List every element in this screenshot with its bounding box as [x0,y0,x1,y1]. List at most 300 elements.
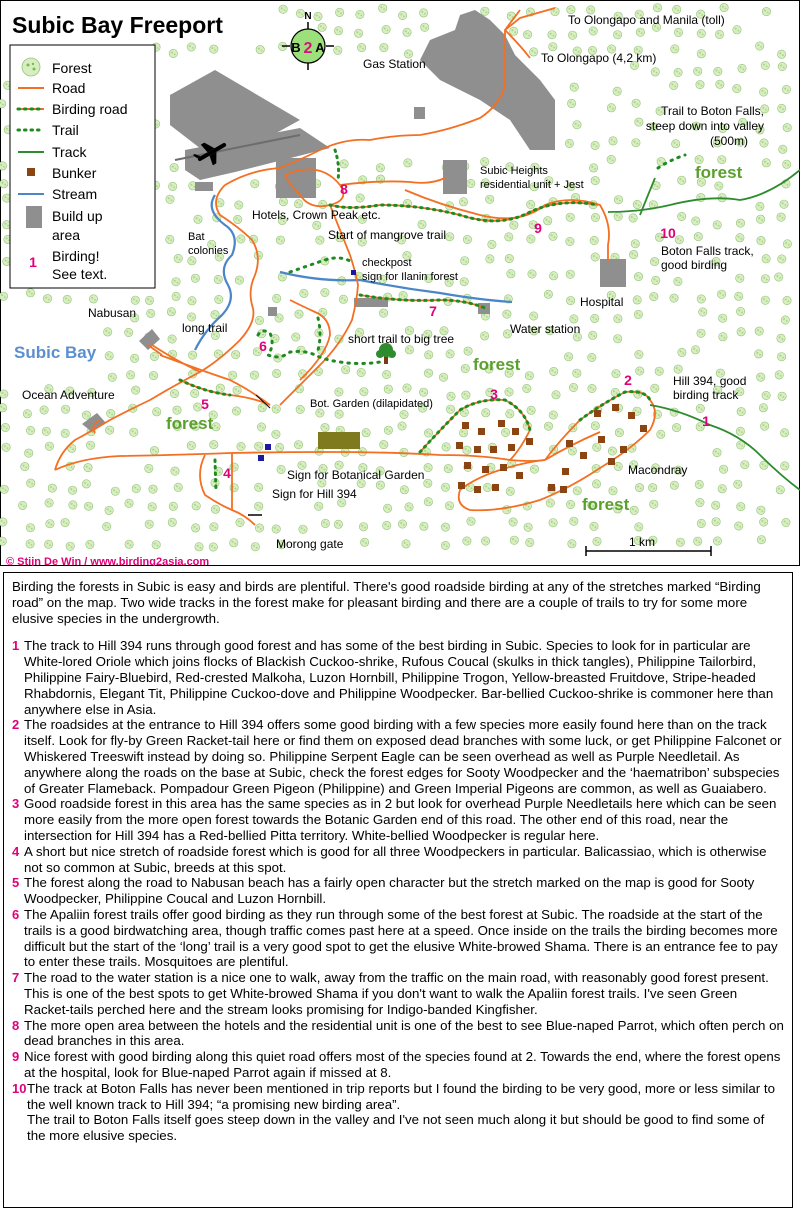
forest-tree-icon [613,31,621,39]
forest-tree-icon [568,447,576,455]
forest-tree-icon [169,502,177,510]
label-subic-heights: Subic Heights [480,165,548,177]
forest-tree-icon [630,506,638,514]
forest-tree-icon [107,409,115,417]
label-morong-gate: Morong gate [276,537,344,551]
forest-tree-icon [354,29,362,37]
forest-tree-icon [635,483,643,491]
bunker-icon [516,472,523,479]
forest-tree-icon [169,49,177,57]
legend-forest-icon [22,58,40,76]
forest-tree-icon [335,410,343,418]
forest-tree-icon [719,333,727,341]
forest-tree-icon [439,373,447,381]
site-entry-text [24,970,785,1017]
forest-tree-icon [463,537,471,545]
description-intro: Birding the forests in Subic is easy and birds are plentiful. There's good roadside birding at any of the stretches marked “Birding road” on the map. Two wide tracks in the forest make for pleasant birding and there are a couple of trails to try for some more elusive species in the undergrowth. [12,579,761,626]
forest-tree-icon [272,525,280,533]
forest-tree-icon [614,335,622,343]
forest-tree-icon [442,443,450,451]
forest-tree-icon [649,483,657,491]
forest-tree-icon [132,386,140,394]
forest-tree-icon [591,213,599,221]
forest-tree-icon [591,314,599,322]
forest-tree-icon [550,367,558,375]
forest-tree-icon [589,331,597,339]
forest-tree-icon [524,523,532,531]
forest-tree-icon [419,388,427,396]
forest-tree-icon [0,537,6,545]
forest-tree-icon [733,26,741,34]
forest-tree-icon [272,430,280,438]
forest-tree-icon [299,525,307,533]
forest-tree-icon [380,43,388,51]
forest-tree-icon [593,537,601,545]
forest-tree-icon [382,25,390,33]
forest-tree-icon [84,502,92,510]
forest-tree-icon [405,346,413,354]
forest-tree-icon [382,370,390,378]
forest-tree-icon [257,423,265,431]
forest-tree-icon [737,502,745,510]
forest-tree-icon [405,503,413,511]
forest-tree-icon [607,155,615,163]
forest-tree-icon [674,277,682,285]
label-water-station: Water station [510,322,581,336]
forest-tree-icon [527,235,535,243]
label-sign-botanical: Sign for Botanical Garden [287,468,425,482]
forest-tree-icon [756,215,764,223]
bunker-icon [628,412,635,419]
forest-tree-icon [0,100,6,108]
forest-tree-icon [737,407,745,415]
forest-tree-icon [321,519,329,527]
forest-tree-icon [84,463,92,471]
forest-tree-icon [335,388,343,396]
forest-tree-icon [633,296,641,304]
site-entries [12,638,785,1144]
label-long-trail: long trail [182,321,228,335]
forest-tree-icon [44,540,52,548]
forest-tree-icon [760,518,768,526]
forest-tree-icon [736,427,744,435]
forest-tree-icon [321,423,329,431]
site-entry-number: 5 [12,875,20,891]
forest-tree-icon [736,219,744,227]
forest-tree-icon [316,409,324,417]
forest-tree-icon [191,524,199,532]
forest-tree-icon [629,214,637,222]
forest-tree-icon [614,315,622,323]
forest-tree-icon [376,164,384,172]
forest-tree-icon [506,487,514,495]
forest-tree-icon [292,333,300,341]
label-to-olongapo-manila: To Olongapo and Manila (toll) [568,13,725,27]
forest-tree-icon [741,461,749,469]
forest-tree-icon [357,43,365,51]
forest-tree-icon [657,430,665,438]
forest-tree-icon [507,270,515,278]
forest-tree-icon [26,540,34,548]
forest-tree-icon [481,537,489,545]
site-entry-text [24,875,785,907]
site-entry-text [24,1018,785,1050]
forest-tree-icon [86,540,94,548]
forest-tree-icon [612,370,620,378]
forest-tree-icon [674,28,682,36]
forest-tree-icon [699,308,707,316]
forest-tree-icon [187,43,195,51]
forest-tree-icon [714,67,722,75]
subic-bay-map [0,0,800,566]
forest-tree-icon [650,500,658,508]
site-entry [12,638,785,717]
label-boton-track: Boton Falls track, [661,244,754,258]
forest-tree-icon [170,163,178,171]
forest-tree-icon [756,202,764,210]
label-hospital: Hospital [580,295,624,309]
label-hill-394-2: birding track [673,388,739,402]
legend [10,45,155,288]
forest-tree-icon [775,273,783,281]
forest-tree-icon [692,217,700,225]
forest-tree-icon [463,235,471,243]
bunker-icon [508,444,515,451]
forest-tree-icon [570,517,578,525]
forest-tree-icon [564,353,572,361]
forest-tree-icon [255,502,263,510]
forest-tree-icon [566,213,574,221]
bunker-icon [474,486,481,493]
bunker-icon [464,462,471,469]
site-number-6: 6 [259,338,267,354]
forest-tree-icon [720,3,728,11]
site-entry [12,875,785,907]
forest-tree-icon [670,481,678,489]
label-checkpost: checkpost [362,257,412,269]
site-entry-number: 8 [12,1017,20,1033]
forest-tree-icon [544,217,552,225]
site-entry-paragraph: The track to Hill 394 runs through good forest and has some of the best birding in Subic. Species to look for in particular are White-lored Oriole which joins flocks of Blackish Cuckoo-shrike, Rufous Coucal (skulks in thick tangles), Philippine Tailorbird, Philippine Fairy-Bluebird, Red-crested Malkoha, Luzon Hornbill, Philippine Trogon, Yellow-breasted Fruitdove, Stripe-headed Rhabdornis, Elegant Tit, Philippine Cuckoo-dove and Philippine Woodpecker. Bar-bellied Cuckoo-shrike is commoner here than anywhere else in Asia. [24,638,774,717]
label-short-trail: short trail to big tree [348,332,455,346]
forest-tree-icon [461,364,469,372]
label-sign-hill-394: Sign for Hill 394 [272,487,357,501]
forest-tree-icon [187,441,195,449]
forest-tree-icon [209,543,217,551]
forest-tree-icon [756,42,764,50]
legend-birding-road-label: Birding road [52,101,128,117]
forest-tree-icon [650,257,658,265]
forest-tree-icon [234,215,242,223]
forest-tree-icon [153,408,161,416]
site-entry-text [24,907,785,970]
forest-tree-icon [697,519,705,527]
bunker-icon [490,446,497,453]
forest-tree-icon [651,384,659,392]
forest-tree-icon [486,195,494,203]
bunker-icon [560,486,567,493]
bunker-icon [482,466,489,473]
bunker-icon [594,410,601,417]
site-entry-paragraph: The roadsides at the entrance to Hill 394 offers some good birding with a few species more easily found here than on the track itself. Look for fly-by Green Racket-tail here or find them on exposed dead branches with some luck, or get Philippine Falconet or Whiskered Treeswift instead by doing so. Philippine Serpent Eagle can be seen overhead as well as Purple Needletail. As anywhere along the roads on the base at Subic, check the forest edges for Sooty Woodpecker and the ‘haematribon’ subspecies of Greater Flameback. Pompadour Green Pigeon (Philippine) and Green Imperial Pigeons are common, as well as Guaiabero. [24,717,782,796]
forest-tree-icon [335,8,343,16]
forest-tree-icon [356,194,364,202]
forest-tree-icon [552,391,560,399]
forest-tree-icon [424,369,432,377]
forest-tree-icon [697,50,705,58]
forest-tree-icon [565,139,573,147]
forest-tree-icon [757,373,765,381]
site-entry [12,717,785,796]
forest-tree-icon [506,410,514,418]
forest-tree-icon [420,522,428,530]
site-entry-number: 2 [12,717,20,733]
forest-tree-icon [592,480,600,488]
forest-tree-icon [530,312,538,320]
forest-tree-icon [546,499,554,507]
forest-tree-icon [568,540,576,548]
forest-tree-icon [272,405,280,413]
forest-tree-icon [678,348,686,356]
forest-tree-icon [356,10,364,18]
forest-tree-icon [713,537,721,545]
forest-tree-icon [359,523,367,531]
forest-tree-icon [150,446,158,454]
bunker-icon [492,484,499,491]
forest-tree-icon [783,160,791,168]
forest-tree-icon [590,522,598,530]
label-bat-colonies: Bat [188,231,205,243]
forest-tree-icon [696,80,704,88]
forest-tree-icon [629,250,637,258]
site-entry-paragraph: A short but nice stretch of roadside forest which is good for all three Woodpeckers in particular. Balicassiao, which is otherwise not so common at Subic, breeds at this spot. [24,843,767,875]
forest-tree-icon [256,45,264,53]
site-number-9: 9 [534,220,542,236]
bunker-icon [474,446,481,453]
forest-tree-icon [591,176,599,184]
site-number-2: 2 [624,372,632,388]
forest-tree-icon [631,240,639,248]
label-macondray: Macondray [628,463,688,477]
forest-tree-icon [236,518,244,526]
forest-tree-icon [734,480,742,488]
forest-tree-icon [636,367,644,375]
forest-tree-icon [258,404,266,412]
bunker-icon [598,436,605,443]
forest-tree-icon [400,486,408,494]
forest-tree-icon [614,462,622,470]
forest-tree-icon [210,440,218,448]
forest-tree-icon [467,517,475,525]
forest-tree-icon [294,200,302,208]
forest-tree-icon [69,501,77,509]
hill394-sign-marker [258,455,264,461]
label-boton-trail-2: steep down into valley [645,119,764,133]
forest-tree-icon [149,371,157,379]
forest-tree-icon [501,428,509,436]
forest-tree-icon [782,85,790,93]
legend-road-label: Road [52,80,86,96]
forest-tree-icon [145,520,153,528]
forest-tree-icon [528,270,536,278]
forest-tree-icon [593,443,601,451]
forest-tree-icon [277,465,285,473]
forest-tree-icon [549,43,557,51]
forest-tree-icon [566,296,574,304]
forest-tree-icon [761,275,769,283]
bunker-icon [462,422,469,429]
label-forest-south: forest [582,495,630,514]
forest-tree-icon [716,80,724,88]
forest-tree-icon [105,506,113,514]
forest-tree-icon [760,88,768,96]
forest-tree-icon [295,310,303,318]
forest-tree-icon [444,464,452,472]
site-entry-number: 4 [12,843,20,859]
forest-tree-icon [588,384,596,392]
site-number-3: 3 [490,386,498,402]
forest-tree-icon [778,255,786,263]
compass-logo-2: 2 [303,40,313,57]
forest-tree-icon [132,484,140,492]
label-forest-west: forest [166,414,214,433]
checkpost-marker [351,270,356,275]
forest-tree-icon [549,411,557,419]
legend-track-label: Track [52,144,87,160]
forest-tree-icon [294,441,302,449]
label-mangrove-trail: Start of mangrove trail [328,228,447,242]
forest-tree-icon [463,446,471,454]
forest-tree-icon [761,296,769,304]
forest-tree-icon [505,254,513,262]
legend-birding-label: Birding! [52,248,100,264]
forest-tree-icon [523,30,531,38]
forest-tree-icon [588,353,596,361]
forest-tree-icon [441,541,449,549]
forest-tree-icon [237,442,245,450]
forest-tree-icon [632,99,640,107]
forest-tree-icon [713,448,721,456]
forest-tree-icon [68,486,76,494]
forest-tree-icon [169,182,177,190]
forest-tree-icon [573,369,581,377]
forest-tree-icon [486,255,494,263]
forest-tree-icon [464,347,472,355]
forest-tree-icon [719,465,727,473]
bunker-icon [566,440,573,447]
site-entry [12,907,785,970]
bunker-icon [580,452,587,459]
site-entry-paragraph: The Apaliin forest trails offer good birding as they run through some of the best forest at Subic. The roadside at the start of the trails is a good birdwatching area, though traffic comes past here at a speed. Once inside on the trails the birding becomes more difficult but the start of the ‘long’ trail is a very good spot to get the elusive White-browed Shama. There is an entrance fee to pay to enter these trails. Mosquitoes are plentiful. [24,906,778,970]
forest-tree-icon [694,232,702,240]
forest-tree-icon [733,84,741,92]
bunker-icon [562,468,569,475]
forest-tree-icon [589,164,597,172]
label-subic-bay: Subic Bay [14,343,97,362]
forest-tree-icon [300,289,308,297]
forest-tree-icon [694,537,702,545]
forest-tree-icon [318,23,326,31]
legend-birding-icon: 1 [29,254,37,270]
label-ilanin-sign: sign for Ilanin forest [362,271,458,283]
forest-tree-icon [717,290,725,298]
forest-tree-icon [776,486,784,494]
site-entry-text [27,1081,785,1144]
forest-tree-icon [61,518,69,526]
label-gas-station: Gas Station [363,57,426,71]
site-entry-text [24,796,785,843]
forest-tree-icon [783,296,791,304]
forest-tree-icon [509,518,517,526]
forest-tree-icon [634,272,642,280]
forest-tree-icon [446,405,454,413]
forest-tree-icon [761,422,769,430]
forest-tree-icon [526,538,534,546]
forest-tree-icon [441,483,449,491]
forest-tree-icon [315,502,323,510]
forest-tree-icon [421,23,429,31]
forest-tree-icon [384,426,392,434]
forest-tree-icon [340,160,348,168]
forest-tree-icon [691,346,699,354]
forest-tree-icon [445,502,453,510]
bunker-icon [512,428,519,435]
forest-tree-icon [527,406,535,414]
forest-tree-icon [255,483,263,491]
forest-tree-icon [82,480,90,488]
forest-tree-icon [670,81,678,89]
site-entry-paragraph: The forest along the road to Nabusan beach has a fairly open character but the stretch marked on the map is good for Sooty Woodpecker, Philippine Coucal and Luzon Hornbill. [24,875,755,907]
forest-tree-icon [567,99,575,107]
forest-tree-icon [544,290,552,298]
forest-tree-icon [609,487,617,495]
site-entry-number: 7 [12,970,20,986]
forest-tree-icon [103,522,111,530]
forest-tree-icon [237,235,245,243]
label-subic-heights-2: residential unit + Jest [480,179,584,191]
forest-tree-icon [192,502,200,510]
forest-tree-icon [334,27,342,35]
bunker-icon [478,428,485,435]
forest-tree-icon [651,68,659,76]
forest-tree-icon [674,365,682,373]
forest-tree-icon [608,447,616,455]
bunker-icon [458,482,465,489]
forest-tree-icon [424,498,432,506]
forest-tree-icon [106,426,114,434]
forest-tree-icon [566,237,574,245]
site-entry-text [24,1049,785,1081]
legend-trail-label: Trail [52,122,79,138]
forest-tree-icon [111,487,119,495]
site-entry-paragraph: The trail to Boton Falls itself goes steep down in the valley and I've not seen much along it but should be good to find some of the more elusive species. [27,1112,765,1144]
forest-tree-icon [148,503,156,511]
forest-tree-icon [712,501,720,509]
forest-tree-icon [778,104,786,112]
forest-tree-icon [376,481,384,489]
forest-tree-icon [235,201,243,209]
forest-tree-icon [694,67,702,75]
forest-tree-icon [678,212,686,220]
label-forest-center: forest [473,355,521,374]
forest-tree-icon [379,309,387,317]
forest-tree-icon [360,538,368,546]
forest-tree-icon [488,240,496,248]
label-bat-colonies-2: colonies [188,245,229,257]
forest-tree-icon [635,118,643,126]
forest-tree-icon [125,540,133,548]
label-hill-394: Hill 394, good [673,374,747,388]
